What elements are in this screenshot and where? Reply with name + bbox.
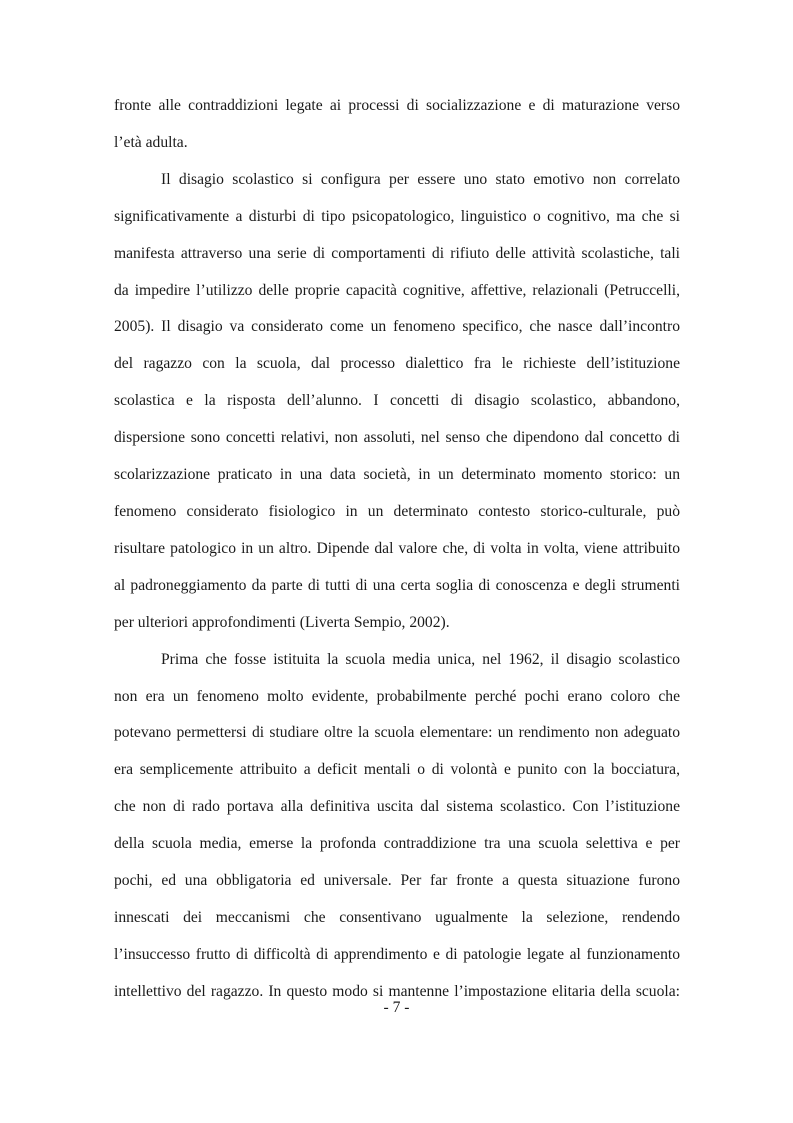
text-line: Il disagio scolastico si configura per essere uno stato emotivo non correlato	[161, 170, 680, 188]
text-line: potevano permettersi di studiare oltre la scuola elementare: un rendimento non adeguato	[114, 724, 680, 742]
page-number: - 7 -	[383, 999, 410, 1016]
text-line: non era un fenomeno molto evidente, probabilmente perché pochi erano coloro che	[114, 687, 680, 705]
text-line: intellettivo del ragazzo. In questo modo si mantenne l’impostazione elitaria della scuola:	[114, 982, 680, 1000]
text-line: scolastica e la risposta dell’alunno. I concetti di disagio scolastico, abbandono,	[114, 392, 680, 410]
text-line: l’età adulta.	[114, 133, 188, 151]
text-line: Prima che fosse istituita la scuola media unica, nel 1962, il disagio scolastico	[161, 650, 680, 668]
text-line: innescati dei meccanismi che consentivano ugualmente la selezione, rendendo	[114, 908, 680, 926]
text-line: risultare patologico in un altro. Dipende dal valore che, di volta in volta, viene attribuito	[114, 539, 680, 557]
text-line: che non di rado portava alla definitiva uscita dal sistema scolastico. Con l’istituzione	[114, 798, 680, 816]
text-line: per ulteriori approfondimenti (Liverta Sempio, 2002).	[114, 613, 450, 631]
text-line: significativamente a disturbi di tipo psicopatologico, linguistico o cognitivo, ma che si	[114, 207, 680, 225]
paragraph-3	[114, 642, 680, 1011]
text-line: da impedire l’utilizzo delle proprie capacità cognitive, affettive, relazionali (Petruccelli,	[114, 281, 680, 299]
text-line: al padroneggiamento da parte di tutti di una certa soglia di conoscenza e degli strumenti	[114, 576, 680, 594]
paragraph-1	[114, 88, 680, 162]
text-line: pochi, ed una obbligatoria ed universale. Per far fronte a questa situazione furono	[114, 872, 680, 890]
paragraph-2	[114, 162, 680, 642]
text-line: del ragazzo con la scuola, dal processo dialettico fra le richieste dell’istituzione	[114, 355, 680, 373]
text-line: l’insuccesso frutto di difficoltà di apprendimento e di patologie legate al funzionamento	[114, 945, 680, 963]
text-line: dispersione sono concetti relativi, non assoluti, nel senso che dipendono dal concetto di	[114, 429, 680, 447]
text-line: manifesta attraverso una serie di comportamenti di rifiuto delle attività scolastiche, tali	[114, 244, 680, 262]
body-text	[114, 88, 680, 1011]
text-line: era semplicemente attribuito a deficit mentali o di volontà e punito con la bocciatura,	[114, 761, 680, 779]
text-line: scolarizzazione praticato in una data società, in un determinato momento storico: un	[114, 466, 680, 484]
text-line: fronte alle contraddizioni legate ai processi di socializzazione e di maturazione verso	[114, 97, 680, 114]
text-line: fenomeno considerato fisiologico in un determinato contesto storico-culturale, può	[114, 502, 680, 520]
text-line: della scuola media, emerse la profonda contraddizione tra una scuola selettiva e per	[114, 835, 680, 853]
text-line: 2005). Il disagio va considerato come un fenomeno specifico, che nasce dall’incontro	[114, 318, 680, 336]
